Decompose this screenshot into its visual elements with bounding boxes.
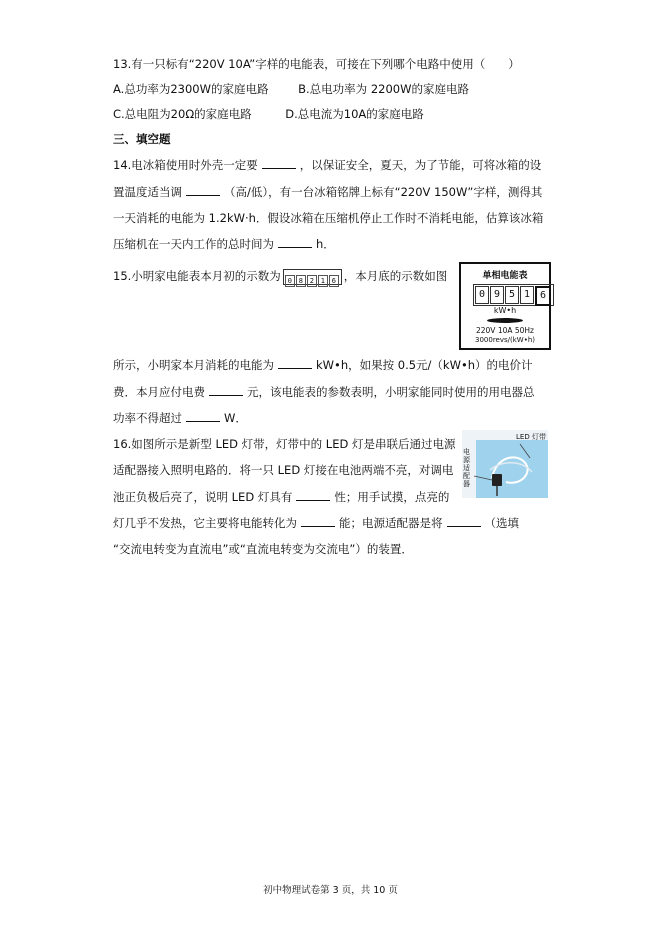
meter-title: 单相电能表 bbox=[482, 271, 528, 281]
meter-spec-constant: 3000revs/(kW•h) bbox=[475, 336, 535, 344]
q15-text-4a: 功率不得超过 bbox=[113, 411, 182, 425]
start-digit: 8 bbox=[296, 275, 306, 287]
q14-line-2 bbox=[113, 184, 542, 200]
q15-blank-3 bbox=[186, 411, 220, 422]
section-title: 三、填空题 bbox=[113, 132, 171, 146]
q13-option-d: D.总电流为10A的家庭电路 bbox=[285, 107, 424, 121]
q14-text-4a: 压缩机在一天内工作的总时间为 bbox=[113, 237, 274, 251]
q14-blank-3 bbox=[278, 237, 312, 248]
meter-digit: 9 bbox=[490, 286, 504, 304]
q16-blank-1 bbox=[296, 490, 330, 501]
q15-text-4b: W． bbox=[224, 411, 247, 425]
meter-digit-decimal: 6 bbox=[535, 286, 551, 306]
adapter-label: 电源适配器 bbox=[463, 448, 470, 488]
start-digit: 1 bbox=[318, 275, 328, 287]
led-strip-photo bbox=[462, 430, 548, 498]
q14-text-2b: （高/低），有一台冰箱铭牌上标有“220V 150W”字样，测得其 bbox=[224, 185, 543, 199]
start-reading-display bbox=[283, 269, 342, 285]
q16-line-3 bbox=[113, 489, 449, 505]
q15-blank-2 bbox=[209, 385, 243, 396]
q14-blank-2 bbox=[186, 185, 220, 196]
q15-text-1a: 15.小明家电能表本月初的示数为 bbox=[113, 269, 281, 283]
start-digit: 2 bbox=[307, 275, 317, 287]
q16-line-4 bbox=[113, 515, 519, 531]
q16-text-3b: 性；用手试摸，点亮的 bbox=[334, 490, 450, 504]
q15-text-2a: 所示，小明家本月消耗的电能为 bbox=[113, 358, 274, 372]
meter-digit: 5 bbox=[505, 286, 519, 304]
q15-text-1b: ，本月底的示数如图 bbox=[343, 269, 448, 283]
q16-line-1: 16.如图所示是新型 LED 灯带，灯带中的 LED 灯是串联后通过电源 bbox=[113, 437, 456, 451]
q14-text-2a: 置温度适当调 bbox=[113, 185, 182, 199]
q15-line-2 bbox=[113, 357, 533, 373]
q13-stem: 13.有一只标有“220V 10A”字样的电能表，可接在下列哪个电路中使用（ ） bbox=[113, 57, 520, 71]
q15-line-4 bbox=[113, 410, 247, 426]
meter-unit: kW•h bbox=[493, 306, 517, 315]
q13-option-b: B.总电功率为 2200W的家庭电路 bbox=[298, 82, 469, 96]
q15-text-2b: kW•h，如果按 0.5元/（kW•h）的电价计 bbox=[316, 358, 533, 372]
meter-spec-rating: 220V 10A 50Hz bbox=[475, 326, 534, 335]
q16-text-4b: 能；电源适配器是将 bbox=[339, 516, 443, 530]
q15-text-3b: 元，该电能表的参数表明，小明家能同时使用的用电器总 bbox=[247, 385, 535, 399]
q16-blank-3 bbox=[447, 516, 481, 527]
q16-text-3a: 池正负极后亮了，说明 LED 灯具有 bbox=[113, 490, 293, 504]
page-footer: 初中物理试卷第 3 页，共 10 页 bbox=[263, 885, 398, 896]
q14-text-1b: ，以保证安全，夏天，为了节能，可将冰箱的设 bbox=[299, 158, 542, 172]
q16-text-4c: （选填 bbox=[484, 516, 519, 530]
q15-text-3a: 费．本月应付电费 bbox=[113, 385, 205, 399]
q13-options-row-2 bbox=[113, 106, 424, 122]
q13-options-row-1 bbox=[113, 81, 469, 97]
q16-line-5: “交流电转变为直流电”或“直流电转变为交流电”）的装置． bbox=[113, 542, 413, 556]
q14-line-4 bbox=[113, 236, 335, 252]
q16-text-4a: 灯几乎不发热，它主要将电能转化为 bbox=[113, 516, 297, 530]
meter-digit: 1 bbox=[520, 286, 534, 304]
q14-line-3: 一天消耗的电能为 1.2kW·h．假设冰箱在压缩机停止工作时不消耗电能，估算该冰箱 bbox=[113, 211, 544, 225]
q16-blank-2 bbox=[301, 516, 335, 527]
q14-blank-1 bbox=[262, 158, 296, 169]
meter-disk-icon bbox=[487, 318, 523, 323]
q14-text-1a: 14.电冰箱使用时外壳一定要 bbox=[113, 158, 258, 172]
start-digit: 0 bbox=[285, 275, 295, 287]
q13-option-a: A.总功率为2300W的家庭电路 bbox=[113, 82, 269, 96]
start-digit: 6 bbox=[329, 275, 339, 287]
led-strip-label: LED 灯带 bbox=[516, 433, 546, 441]
electric-meter-figure bbox=[459, 262, 551, 350]
q15-line-3 bbox=[113, 384, 535, 400]
q15-line-1 bbox=[113, 268, 447, 285]
q14-text-4b: h． bbox=[316, 237, 335, 251]
q16-line-2: 适配器接入照明电路的．将一只 LED 灯接在电池两端不亮，对调电 bbox=[113, 463, 454, 477]
q14-line-1 bbox=[113, 157, 541, 173]
q15-blank-1 bbox=[278, 358, 312, 369]
meter-digits bbox=[473, 284, 554, 306]
meter-digit: 0 bbox=[475, 286, 489, 304]
q13-option-c: C.总电阻为20Ω的家庭电路 bbox=[113, 107, 252, 121]
